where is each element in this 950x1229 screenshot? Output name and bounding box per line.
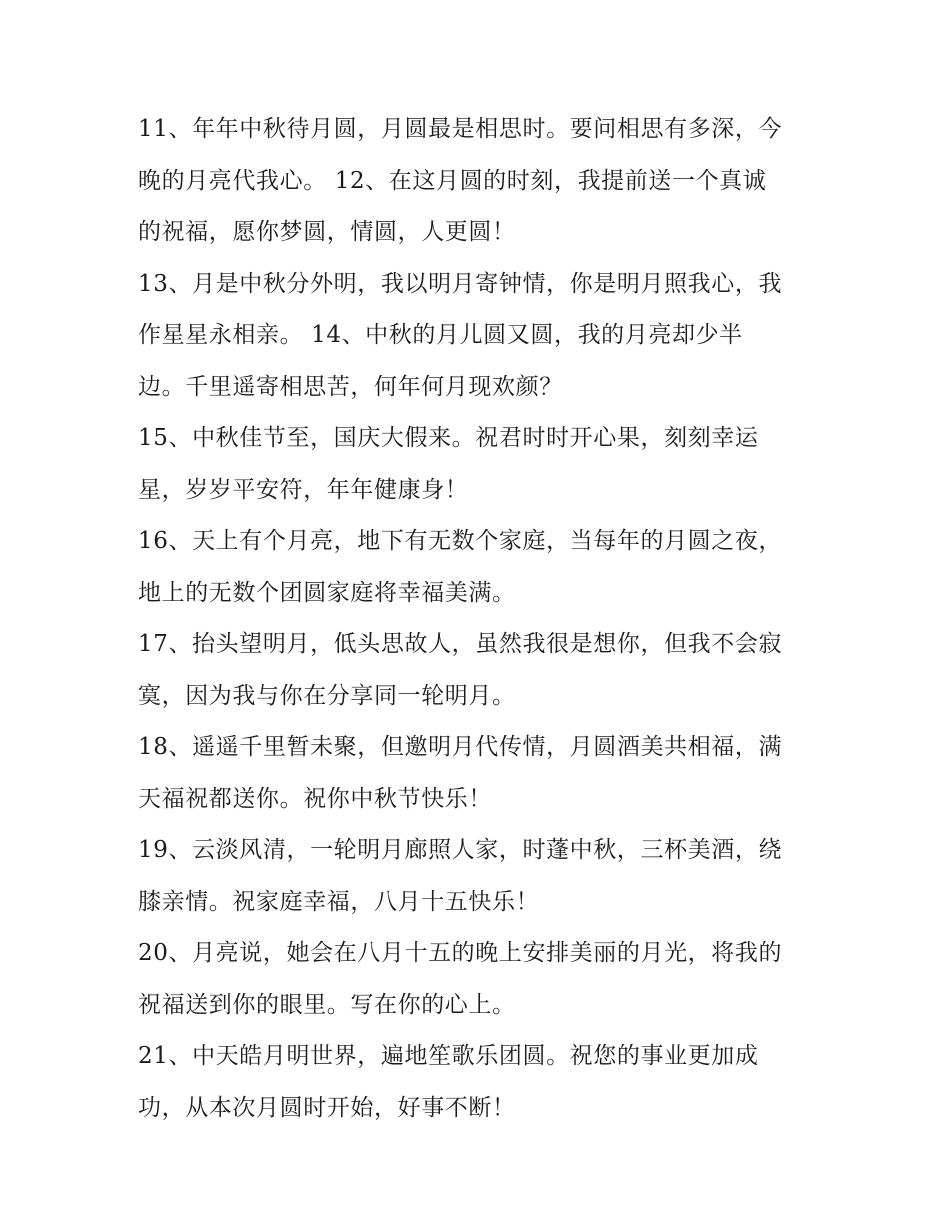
text-line: 19、云淡风清，一轮明月廊照人家，时蓬中秋，三杯美酒，绕 <box>138 837 783 863</box>
text-line: 功，从本次月圆时开始，好事不断！ <box>138 1094 516 1121</box>
text-line: 11、年年中秋待月圆，月圆最是相思时。要问相思有多深，今 <box>138 116 783 142</box>
text-line: 星，岁岁平安符，年年健康身！ <box>138 476 469 503</box>
text-line: 18、遥遥千里暂未聚，但邀明月代传情，月圆酒美共相福，满 <box>138 734 783 760</box>
text-line: 晚的月亮代我心。 12、在这月圆的时刻，我提前送一个真诚 <box>138 167 767 194</box>
text-line: 寞，因为我与你在分享同一轮明月。 <box>138 682 516 709</box>
text-line: 天福祝都送你。祝你中秋节快乐！ <box>138 785 492 812</box>
text-line: 13、月是中秋分外明，我以明月寄钟情，你是明月照我心，我 <box>138 270 783 297</box>
text-line: 16、天上有个月亮，地下有无数个家庭，当每年的月圆之夜， <box>138 528 783 554</box>
text-line: 17、抬头望明月，低头思故人，虽然我很是想你，但我不会寂 <box>138 631 783 657</box>
text-line: 15、中秋佳节至，国庆大假来。祝君时时开心果，刻刻幸运 <box>138 425 759 451</box>
text-line: 边。千里遥寄相思苦，何年何月现欢颜？ <box>138 373 563 400</box>
text-line: 祝福送到你的眼里。写在你的心上。 <box>138 991 516 1018</box>
text-line: 20、月亮说，她会在八月十五的晚上安排美丽的月光，将我的 <box>138 940 783 966</box>
text-line: 膝亲情。祝家庭幸福，八月十五快乐！ <box>138 888 540 915</box>
text-line: 作星星永相亲。 14、中秋的月儿圆又圆，我的月亮却少半 <box>138 322 743 348</box>
text-line: 地上的无数个团圆家庭将幸福美满。 <box>138 579 516 606</box>
document-body <box>138 104 818 1134</box>
text-line: 的祝福，愿你梦圆，情圆，人更圆！ <box>138 219 516 245</box>
text-line: 21、中天皓月明世界，遍地笙歌乐团圆。祝您的事业更加成 <box>138 1043 759 1069</box>
